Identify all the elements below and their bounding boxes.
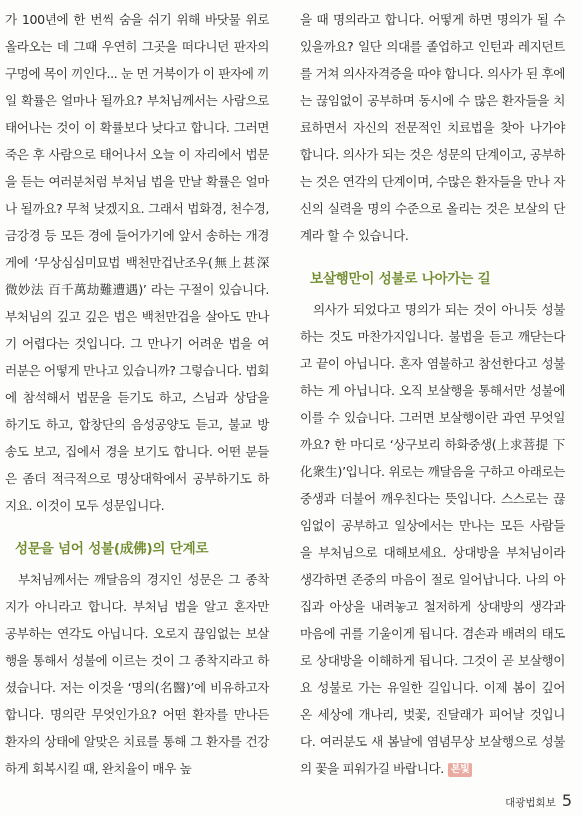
- left-paragraph-1: 가 100년에 한 번씩 숨을 쉬기 위해 바닷물 위로 올라오는 데 그때 우연히 그곳을 떠다니던 판자의 구멍에 목이 끼인다... 눈 먼 거북이가 이 판자에 끼일 확률은 얼마나 될까요? 부처님께서는 사람으로 태어나는 것이 이 확률보다 낮다고 합니다. 그러면 죽은 후 사람으로 태어나서 오늘 이 자리에서 법문을 듣는 여러분처럼 부처님 법을 만날 확률은 얼마나 될까요? 무척 낮겠지요. 그래서 법화경, 천수경, 금강경 등 모든 경에 들어가기에 앞서 송하는 개경게에 ‘무상심심미묘법 백천만겁난조우(無上甚深微妙法 百千萬劫難遭遇)’ 라는 구절이 있습니다. 부처님의 깊고 깊은 법은 백천만겁을 살아도 만나기 어렵다는 것입니다. 그 만나기 어려운 법을 여러분은 어떻게 만나고 있습니까? 그렇습니다. 법회에 참석해서 법문을 듣기도 하고, 스님과 상담을 하기도 하고, 합창단의 음성공양도 듣고, 불교 방송도 보고, 집에서 경을 보기도 합니다. 어떤 분들은 좀더 적극적으로 명상대학에서 공부하기도 하지요. 이것이 모두 성문입니다.: [5, 12, 269, 513]
- end-mark: 본빛: [448, 763, 473, 777]
- right-paragraph-2: [300, 296, 565, 782]
- publication-name: 대광법회보: [505, 797, 556, 809]
- right-paragraph-2-text: 의사가 되었다고 명의가 되는 것이 아니듯 성불하는 것도 마찬가지입니다. 불법을 듣고 깨닫는다고 끝이 아닙니다. 혼자 염불하고 참선한다고 성불하는 게 아닙니다. 오직 보살행을 통해서만 성불에 이를 수 있습니다. 그러면 보살행이란 과연 무엇일까요? 한 마디로 ‘상구보리 하화중생(上求菩提 下化衆生)’입니다. 위로는 깨달음을 구하고 아래로는 중생과 더불어 깨우친다는 뜻입니다. 스스로는 끊임없이 공부하고 일상에서는 만나는 모든 사람들을 부처님으로 대해보세요. 상대방을 부처님이라 생각하면 존중의 마음이 절로 일어납니다. 나의 아집과 아상을 내려놓고 철저하게 상대방의 생각과 마음에 귀를 기울이게 됩니다. 겸손과 배려의 태도로 상대방을 이해하게 됩니다. 그것이 곧 보살행이요 성불로 가는 유일한 길입니다. 이제 봄이 깊어 온 세상에 개나리, 벚꽃, 진달래가 피어날 것입니다. 여러분도 새 봄날에 염념무상 보살행으로 성불의 꽃을 피워가길 바랍니다.: [300, 302, 565, 776]
- page-footer: [505, 791, 572, 810]
- right-column: [300, 6, 565, 782]
- left-paragraph-2: 부처님께서는 깨달음의 경지인 성문은 그 종착지가 아니라고 합니다. 부처님 법을 알고 혼자만 공부하는 연각도 아닙니다. 오로지 끊임없는 보살행을 통해서 성불에 이르는 것이 그 종착지라고 하셨습니다. 저는 이것을 ‘명의(名醫)’에 비유하고자 합니다. 명의란 무엇인가요? 어떤 환자를 만나든 환자의 상태에 알맞은 치료를 통해 그 환자를 건강하게 회복시킬 때, 완치율이 매우 높: [5, 572, 269, 776]
- left-column: [5, 6, 269, 782]
- right-paragraph-1: 을 때 명의라고 합니다. 어떻게 하면 명의가 될 수 있을까요? 일단 의대를 졸업하고 인턴과 레지던트를 거쳐 의사자격증을 따야 합니다. 의사가 된 후에는 끊임없이 공부하며 동시에 수 많은 환자들을 치료하면서 자신의 전문적인 치료법을 찾아 나가야 합니다. 의사가 되는 것은 성문의 단계이고, 공부하는 것은 연각의 단계이며, 수많은 환자들을 만나 자신의 실력을 명의 수준으로 올리는 것은 보살의 단계라 할 수 있습니다.: [300, 12, 565, 243]
- section-heading-bosalhaeng: 보살행만이 성불로 나아가는 길: [310, 271, 491, 287]
- section-heading-seongmun: 성문을 넘어 성불(成佛)의 단계로: [15, 541, 209, 557]
- page-number: 5: [561, 791, 572, 810]
